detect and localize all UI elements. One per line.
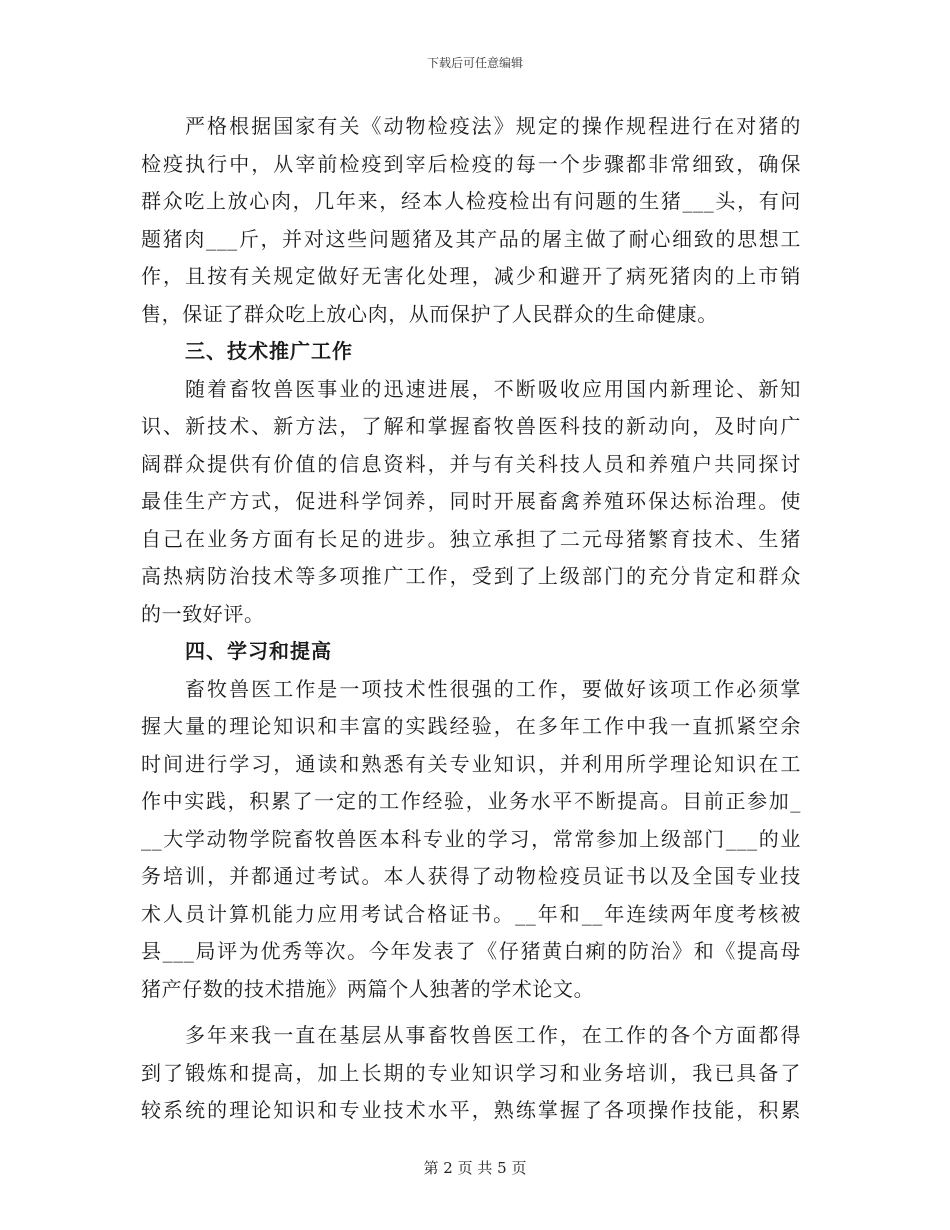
text-line: 较系统的理论知识和专业技术水平，熟练掌握了各项操作技能，积累: [141, 1098, 801, 1122]
paragraph-summary: [141, 1017, 801, 1130]
text-line: 检疫执行中，从宰前检疫到宰后检疫的每一个步骤都非常细致，确保: [141, 151, 801, 176]
text-line: 识、新技术、新方法，了解和掌握畜牧兽医科技的新动向，及时向广: [141, 414, 801, 438]
paragraph-tech-promotion: [141, 371, 801, 634]
text-line: 随着畜牧兽医事业的迅速进展，不断吸收应用国内新理论、新知: [185, 376, 801, 401]
text-line: 群众吃上放心肉，几年来，经本人检疫检出有问题的生猪___头，有问: [141, 189, 801, 213]
text-line: 术人员计算机能力应用考试合格证书。__年和__年连续两年度考核被: [141, 901, 801, 926]
text-line: 高热病防治技术等多项推广工作，受到了上级部门的充分肯定和群众: [141, 564, 801, 588]
text-line: 务培训，并都通过考试。本人获得了动物检疫员证书以及全国专业技: [141, 864, 801, 888]
text-line: 阔群众提供有价值的信息资料，并与有关科技人员和养殖户共同探讨: [141, 451, 801, 476]
text-line: 作中实践，积累了一定的工作经验，业务水平不断提高。目前正参加_: [141, 789, 801, 813]
paragraph-study: [141, 671, 801, 1009]
page-footer: 第 2 页 共 5 页: [423, 1159, 527, 1177]
text-line: 严格根据国家有关《动物检疫法》规定的操作规程进行在对猪的: [185, 114, 801, 138]
text-line: 时间进行学习，通读和熟悉有关专业知识，并利用所学理论知识在工: [141, 751, 801, 776]
text-line: 最佳生产方式，促进科学饲养，同时开展畜禽养殖环保达标治理。使: [141, 489, 801, 513]
text-line: 作，且按有关规定做好无害化处理，减少和避开了病死猪肉的上市销: [141, 264, 801, 288]
text-line: 县___局评为优秀等次。今年发表了《仔猪黄白痢的防治》和《提高母: [141, 939, 801, 963]
page-header: 下载后可任意编辑: [426, 56, 523, 70]
section-heading-tech-promotion: 三、技术推广工作: [185, 339, 353, 363]
text-line: 的一致好评。: [141, 601, 265, 626]
text-line: 售，保证了群众吃上放心肉，从而保护了人民群众的生命健康。: [141, 301, 718, 326]
text-line: 畜牧兽医工作是一项技术性很强的工作，要做好该项工作必须掌: [185, 676, 801, 701]
text-line: __大学动物学院畜牧兽医本科专业的学习，常常参加上级部门___的业: [141, 826, 801, 851]
paragraph-quarantine: [141, 108, 801, 333]
text-line: 题猪肉___斤，并对这些问题猪及其产品的屠主做了耐心细致的思想工: [141, 226, 801, 251]
text-line: 多年来我一直在基层从事畜牧兽医工作，在工作的各个方面都得: [185, 1023, 801, 1047]
text-line: 握大量的理论知识和丰富的实践经验，在多年工作中我一直抓紧空余: [141, 714, 801, 738]
document-body: [141, 108, 801, 1130]
text-line: 到了锻炼和提高，加上长期的专业知识学习和业务培训，我已具备了: [141, 1060, 801, 1085]
section-heading-study: 四、学习和提高: [185, 639, 332, 663]
text-line: 猪产仔数的技术措施》两篇个人独著的学术论文。: [141, 976, 595, 1001]
text-line: 自己在业务方面有长足的进步。独立承担了二元母猪繁育技术、生猪: [141, 526, 801, 551]
